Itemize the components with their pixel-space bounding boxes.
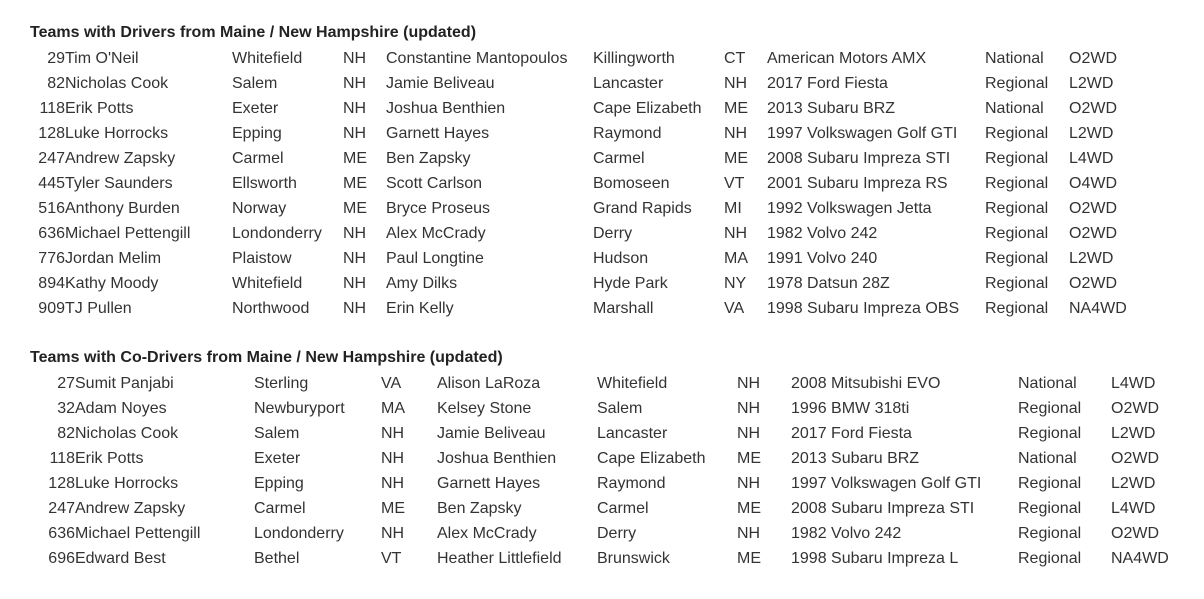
codriver-state-cell: NH: [737, 475, 761, 492]
codriver-city-cell: Grand Rapids: [593, 200, 692, 217]
car-number-cell: 636: [48, 525, 75, 542]
class-level-cell: Regional: [985, 275, 1049, 292]
table-row: [30, 171, 1139, 196]
driver-city-cell: Exeter: [254, 450, 301, 467]
driver-state-cell: NH: [381, 450, 405, 467]
codriver-city-cell: Lancaster: [593, 75, 664, 92]
codriver-name-cell: Joshua Benthien: [437, 450, 557, 467]
section-title: Teams with Drivers from Maine / New Hampshire (updated): [30, 24, 477, 41]
codriver-name-cell: Joshua Benthien: [386, 100, 506, 117]
driver-city-cell: Plaistow: [232, 250, 292, 267]
codriver-city-cell: Derry: [597, 525, 637, 542]
driver-city-cell: Ellsworth: [232, 175, 297, 192]
driver-name-cell: Anthony Burden: [65, 200, 180, 217]
driver-name-cell: Luke Horrocks: [65, 125, 169, 142]
codriver-name-cell: Amy Dilks: [386, 275, 458, 292]
class-type-cell: L4WD: [1069, 150, 1114, 167]
codriver-city-cell: Hudson: [593, 250, 649, 267]
car-number-cell: 516: [38, 200, 65, 217]
codriver-state-cell: CT: [724, 50, 746, 67]
driver-state-cell: NH: [343, 250, 367, 267]
car-number-cell: 82: [57, 425, 75, 442]
driver-city-cell: Salem: [232, 75, 278, 92]
driver-state-cell: NH: [343, 75, 367, 92]
driver-state-cell: ME: [343, 200, 367, 217]
driver-state-cell: NH: [343, 225, 367, 242]
car-model-cell: 1996 BMW 318ti: [791, 400, 910, 417]
driver-city-cell: Carmel: [254, 500, 306, 517]
codriver-name-cell: Alex McCrady: [386, 225, 486, 242]
co-drivers-section: [30, 349, 1181, 571]
car-model-cell: 2008 Subaru Impreza STI: [767, 150, 951, 167]
co-drivers-table: [30, 371, 1181, 571]
car-model-cell: 1992 Volkswagen Jetta: [767, 200, 932, 217]
codriver-city-cell: Hyde Park: [593, 275, 668, 292]
car-model-cell: American Motors AMX: [767, 50, 927, 67]
codriver-state-cell: NH: [724, 125, 748, 142]
driver-name-cell: Sumit Panjabi: [75, 375, 174, 392]
table-row: [30, 471, 1181, 496]
car-model-cell: 1991 Volvo 240: [767, 250, 878, 267]
codriver-name-cell: Alex McCrady: [437, 525, 537, 542]
codriver-city-cell: Brunswick: [597, 550, 670, 567]
driver-name-cell: Adam Noyes: [75, 400, 167, 417]
codriver-city-cell: Whitefield: [597, 375, 668, 392]
car-model-cell: 2001 Subaru Impreza RS: [767, 175, 948, 192]
car-number-cell: 82: [47, 75, 65, 92]
drivers-table: [30, 46, 1139, 321]
table-row: [30, 71, 1139, 96]
class-type-cell: O2WD: [1069, 50, 1117, 67]
class-level-cell: National: [1018, 450, 1077, 467]
class-level-cell: Regional: [985, 125, 1049, 142]
table-row: [30, 421, 1181, 446]
car-model-cell: 1982 Volvo 242: [767, 225, 878, 242]
driver-state-cell: NH: [381, 425, 405, 442]
car-number-cell: 118: [49, 450, 75, 467]
codriver-name-cell: Paul Longtine: [386, 250, 484, 267]
car-model-cell: 1998 Subaru Impreza OBS: [767, 300, 960, 317]
codriver-name-cell: Bryce Proseus: [386, 200, 491, 217]
class-level-cell: Regional: [1018, 475, 1082, 492]
car-number-cell: 696: [48, 550, 75, 567]
car-number-cell: 636: [38, 225, 65, 242]
driver-state-cell: VA: [381, 375, 402, 392]
car-number-cell: 29: [47, 50, 65, 67]
car-model-cell: 2017 Ford Fiesta: [767, 75, 888, 92]
codriver-state-cell: ME: [737, 550, 761, 567]
codriver-state-cell: NY: [724, 275, 747, 292]
car-number-cell: 128: [38, 125, 65, 142]
class-level-cell: Regional: [1018, 400, 1082, 417]
table-row: [30, 546, 1181, 571]
driver-state-cell: ME: [381, 500, 405, 517]
codriver-state-cell: NH: [724, 225, 748, 242]
table-row: [30, 271, 1139, 296]
class-type-cell: L2WD: [1069, 75, 1114, 92]
driver-name-cell: Jordan Melim: [65, 250, 162, 267]
codriver-city-cell: Bomoseen: [593, 175, 670, 192]
car-number-cell: 247: [48, 500, 75, 517]
codriver-state-cell: NH: [737, 375, 761, 392]
car-number-cell: 128: [48, 475, 75, 492]
codriver-state-cell: VT: [724, 175, 745, 192]
car-number-cell: 909: [38, 300, 65, 317]
table-row: [30, 246, 1139, 271]
driver-state-cell: VT: [381, 550, 402, 567]
class-type-cell: O2WD: [1069, 275, 1117, 292]
table-row: [30, 146, 1139, 171]
driver-name-cell: Andrew Zapsky: [65, 150, 176, 167]
driver-city-cell: Salem: [254, 425, 300, 442]
class-level-cell: Regional: [985, 200, 1049, 217]
driver-name-cell: Tyler Saunders: [65, 175, 173, 192]
driver-name-cell: Tim O'Neil: [65, 50, 139, 67]
driver-name-cell: Nicholas Cook: [65, 75, 169, 92]
driver-city-cell: Carmel: [232, 150, 284, 167]
car-number-cell: 894: [38, 275, 65, 292]
table-row: [30, 221, 1139, 246]
codriver-name-cell: Kelsey Stone: [437, 400, 532, 417]
driver-city-cell: Norway: [232, 200, 287, 217]
car-number-cell: 118: [39, 100, 65, 117]
driver-city-cell: Newburyport: [254, 400, 345, 417]
table-row: [30, 371, 1181, 396]
codriver-name-cell: Alison LaRoza: [437, 375, 541, 392]
codriver-state-cell: NH: [724, 75, 748, 92]
codriver-name-cell: Jamie Beliveau: [386, 75, 495, 92]
driver-city-cell: Exeter: [232, 100, 279, 117]
codriver-state-cell: MI: [724, 200, 742, 217]
codriver-city-cell: Killingworth: [593, 50, 675, 67]
car-number-cell: 445: [38, 175, 65, 192]
codriver-state-cell: NH: [737, 525, 761, 542]
driver-name-cell: Michael Pettengill: [65, 225, 191, 242]
codriver-city-cell: Raymond: [597, 475, 666, 492]
driver-state-cell: NH: [343, 100, 367, 117]
driver-state-cell: NH: [343, 300, 367, 317]
section-title: Teams with Co-Drivers from Maine / New Hampshire (updated): [30, 349, 503, 366]
class-type-cell: O4WD: [1069, 175, 1117, 192]
class-level-cell: Regional: [985, 250, 1049, 267]
class-level-cell: Regional: [985, 225, 1049, 242]
driver-state-cell: MA: [381, 400, 405, 417]
class-type-cell: L2WD: [1069, 250, 1114, 267]
class-level-cell: Regional: [1018, 550, 1082, 567]
driver-city-cell: Whitefield: [232, 50, 303, 67]
class-type-cell: O2WD: [1069, 225, 1117, 242]
driver-state-cell: ME: [343, 150, 367, 167]
class-level-cell: National: [985, 100, 1044, 117]
driver-city-cell: Epping: [232, 125, 282, 142]
codriver-city-cell: Lancaster: [597, 425, 668, 442]
codriver-name-cell: Erin Kelly: [386, 300, 454, 317]
driver-state-cell: NH: [343, 125, 367, 142]
driver-city-cell: Londonderry: [232, 225, 322, 242]
driver-city-cell: Whitefield: [232, 275, 303, 292]
car-number-cell: 32: [57, 400, 75, 417]
driver-city-cell: Londonderry: [254, 525, 344, 542]
class-type-cell: L2WD: [1111, 425, 1156, 442]
class-level-cell: Regional: [1018, 500, 1082, 517]
driver-name-cell: TJ Pullen: [65, 300, 132, 317]
class-type-cell: L2WD: [1069, 125, 1114, 142]
driver-name-cell: Erik Potts: [75, 450, 144, 467]
car-model-cell: 1998 Subaru Impreza L: [791, 550, 959, 567]
codriver-name-cell: Ben Zapsky: [386, 150, 471, 167]
car-model-cell: 2008 Mitsubishi EVO: [791, 375, 941, 392]
table-row: [30, 521, 1181, 546]
drivers-section: [30, 24, 1139, 321]
driver-state-cell: NH: [381, 475, 405, 492]
table-row: [30, 46, 1139, 71]
codriver-city-cell: Carmel: [593, 150, 645, 167]
driver-state-cell: ME: [343, 175, 367, 192]
codriver-name-cell: Jamie Beliveau: [437, 425, 546, 442]
car-model-cell: 1997 Volkswagen Golf GTI: [791, 475, 982, 492]
codriver-city-cell: Cape Elizabeth: [597, 450, 706, 467]
codriver-state-cell: MA: [724, 250, 748, 267]
codriver-city-cell: Carmel: [597, 500, 649, 517]
codriver-state-cell: NH: [737, 400, 761, 417]
driver-name-cell: Edward Best: [75, 550, 166, 567]
class-type-cell: L4WD: [1111, 500, 1156, 517]
class-type-cell: O2WD: [1111, 525, 1159, 542]
codriver-name-cell: Ben Zapsky: [437, 500, 522, 517]
class-type-cell: NA4WD: [1111, 550, 1169, 567]
codriver-state-cell: NH: [737, 425, 761, 442]
car-number-cell: 247: [38, 150, 65, 167]
codriver-city-cell: Marshall: [593, 300, 654, 317]
driver-city-cell: Bethel: [254, 550, 300, 567]
car-number-cell: 776: [38, 250, 65, 267]
class-type-cell: NA4WD: [1069, 300, 1127, 317]
car-model-cell: 1982 Volvo 242: [791, 525, 902, 542]
class-type-cell: O2WD: [1069, 100, 1117, 117]
driver-city-cell: Northwood: [232, 300, 310, 317]
codriver-state-cell: ME: [724, 150, 748, 167]
class-type-cell: L4WD: [1111, 375, 1156, 392]
class-level-cell: National: [985, 50, 1044, 67]
table-row: [30, 96, 1139, 121]
driver-name-cell: Michael Pettengill: [75, 525, 201, 542]
car-number-cell: 27: [57, 375, 75, 392]
codriver-name-cell: Scott Carlson: [386, 175, 483, 192]
driver-state-cell: NH: [343, 50, 367, 67]
class-level-cell: Regional: [1018, 425, 1082, 442]
driver-name-cell: Erik Potts: [65, 100, 134, 117]
codriver-state-cell: ME: [737, 450, 761, 467]
codriver-name-cell: Heather Littlefield: [437, 550, 562, 567]
class-type-cell: O2WD: [1069, 200, 1117, 217]
class-level-cell: Regional: [985, 75, 1049, 92]
driver-state-cell: NH: [381, 525, 405, 542]
codriver-state-cell: VA: [724, 300, 745, 317]
car-model-cell: 2013 Subaru BRZ: [767, 100, 896, 117]
driver-name-cell: Nicholas Cook: [75, 425, 179, 442]
car-model-cell: 2013 Subaru BRZ: [791, 450, 920, 467]
class-type-cell: O2WD: [1111, 450, 1159, 467]
class-type-cell: L2WD: [1111, 475, 1156, 492]
class-level-cell: Regional: [985, 150, 1049, 167]
car-model-cell: 2008 Subaru Impreza STI: [791, 500, 975, 517]
codriver-name-cell: Garnett Hayes: [386, 125, 490, 142]
table-row: [30, 196, 1139, 221]
car-model-cell: 1978 Datsun 28Z: [767, 275, 890, 292]
codriver-city-cell: Derry: [593, 225, 633, 242]
driver-city-cell: Sterling: [254, 375, 309, 392]
class-type-cell: O2WD: [1111, 400, 1159, 417]
driver-name-cell: Luke Horrocks: [75, 475, 179, 492]
driver-name-cell: Kathy Moody: [65, 275, 159, 292]
codriver-name-cell: Constantine Mantopoulos: [386, 50, 568, 67]
driver-state-cell: NH: [343, 275, 367, 292]
class-level-cell: Regional: [985, 300, 1049, 317]
table-row: [30, 496, 1181, 521]
codriver-state-cell: ME: [737, 500, 761, 517]
car-model-cell: 1997 Volkswagen Golf GTI: [767, 125, 958, 142]
table-row: [30, 446, 1181, 471]
codriver-city-cell: Cape Elizabeth: [593, 100, 702, 117]
codriver-state-cell: ME: [724, 100, 748, 117]
class-level-cell: National: [1018, 375, 1077, 392]
class-level-cell: Regional: [1018, 525, 1082, 542]
driver-city-cell: Epping: [254, 475, 304, 492]
table-row: [30, 296, 1139, 321]
driver-name-cell: Andrew Zapsky: [75, 500, 186, 517]
codriver-city-cell: Raymond: [593, 125, 662, 142]
codriver-name-cell: Garnett Hayes: [437, 475, 541, 492]
class-level-cell: Regional: [985, 175, 1049, 192]
car-model-cell: 2017 Ford Fiesta: [791, 425, 912, 442]
table-row: [30, 396, 1181, 421]
codriver-city-cell: Salem: [597, 400, 643, 417]
table-row: [30, 121, 1139, 146]
